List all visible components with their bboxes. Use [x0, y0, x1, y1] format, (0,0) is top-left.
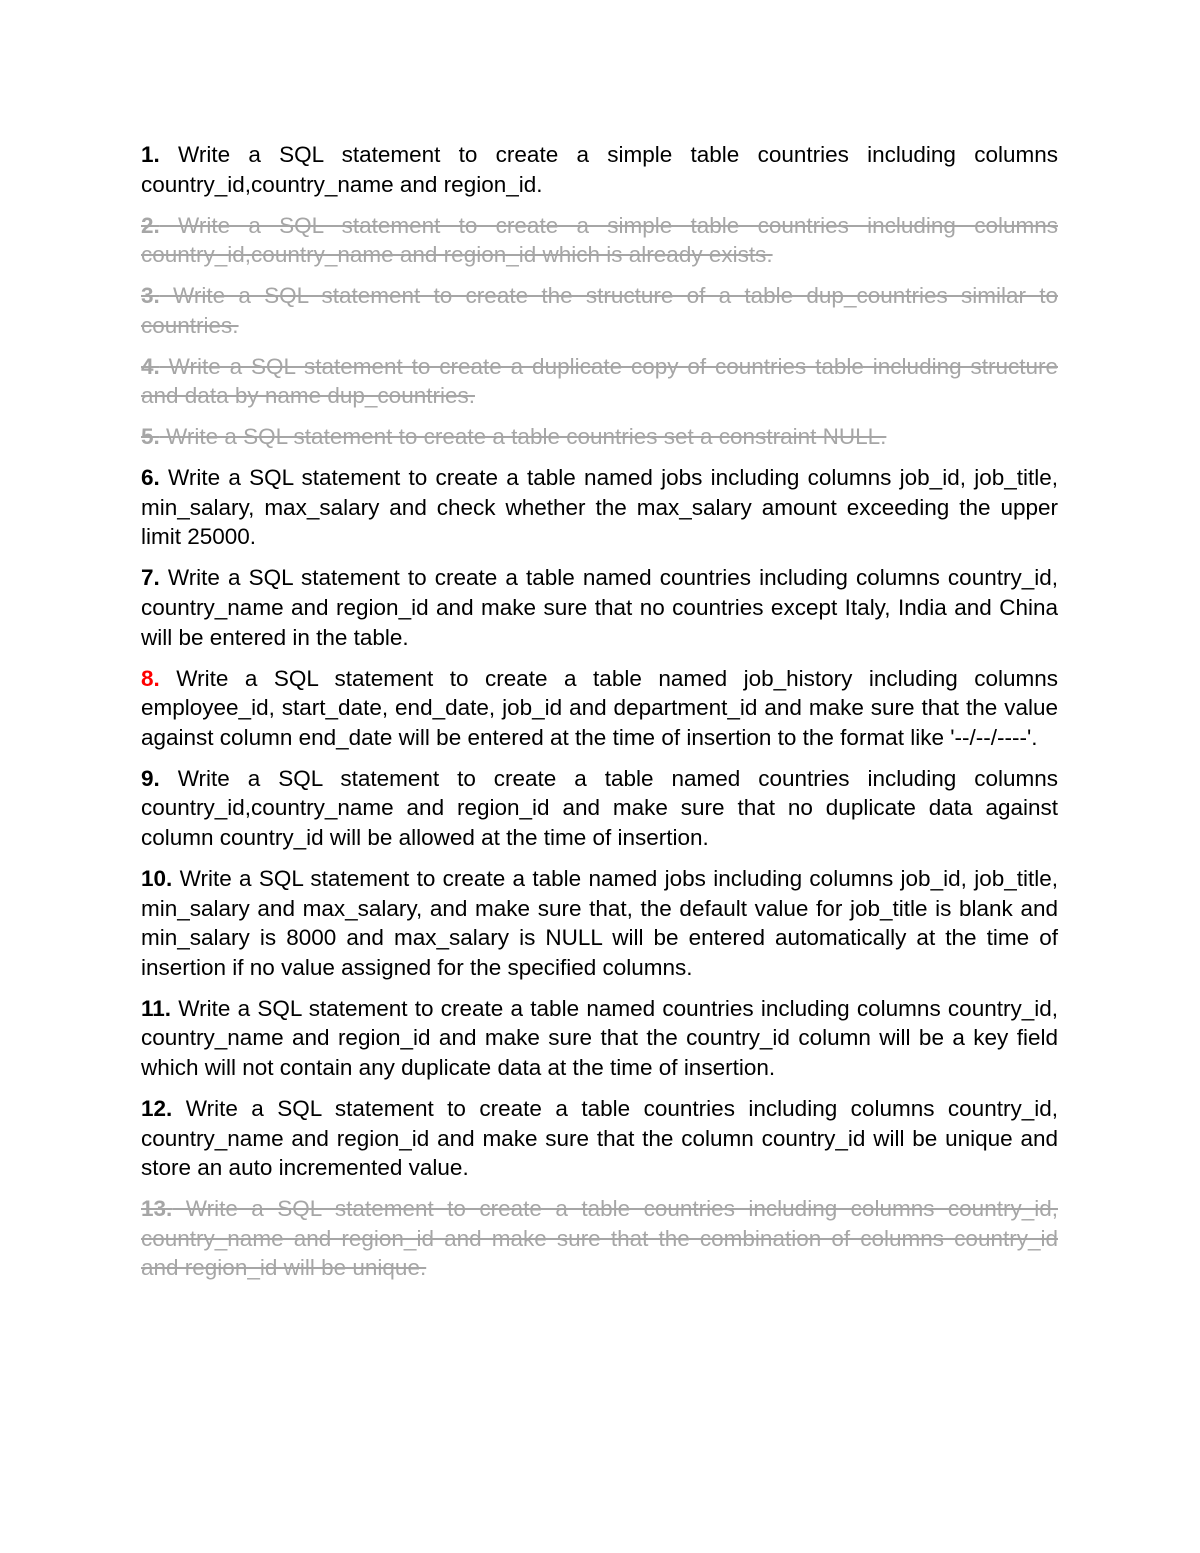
- question-text: Write a SQL statement to create a simple table countries including columns country_id,country_name and region_id which is already exists.: [141, 212, 1058, 268]
- question-text: Write a SQL statement to create a table named jobs including columns job_id, job_title, min_salary and max_salary, and make sure that, the default value for job_title is blank and min_salary is 8000 and max_salary is NULL will be entered automatically at the time of insertion if no value assigned for the specified columns.: [141, 865, 1058, 980]
- question-text: Write a SQL statement to create a duplicate copy of countries table including structure and data by name dup_countries.: [141, 353, 1058, 409]
- question-text: Write a SQL statement to create a table countries set a constraint NULL.: [159, 424, 887, 450]
- question-number: 4.: [141, 353, 160, 379]
- question-number: 6.: [141, 465, 160, 491]
- question-number: 7.: [141, 565, 160, 591]
- question-number: 9.: [141, 765, 160, 791]
- question-11: [141, 994, 1058, 1083]
- question-number: 5.: [141, 424, 160, 450]
- question-text: Write a SQL statement to create a table named jobs including columns job_id, job_title, min_salary, max_salary and check whether the max_salary amount exceeding the upper limit 25000.: [141, 465, 1058, 550]
- question-10: [141, 864, 1058, 982]
- question-5: [141, 422, 1058, 452]
- question-1: [141, 140, 1058, 199]
- question-8: [141, 664, 1058, 753]
- question-6: [141, 463, 1058, 552]
- question-13: [141, 1194, 1058, 1283]
- question-text: Write a SQL statement to create a table named countries including columns country_id,country_name and region_id and make sure that no duplicate data against column country_id will be allowed at the time of insertion.: [141, 765, 1058, 850]
- question-number: 1.: [141, 142, 160, 167]
- question-list: [141, 140, 1058, 1294]
- question-2: [141, 211, 1058, 270]
- question-text: Write a SQL statement to create a simple table countries including columns country_id,country_name and region_id.: [141, 142, 1058, 197]
- question-12: [141, 1094, 1058, 1183]
- question-4: [141, 352, 1058, 411]
- question-text: Write a SQL statement to create the structure of a table dup_countries similar to countries.: [141, 283, 1058, 338]
- question-text: Write a SQL statement to create a table named countries including columns country_id, country_name and region_id and make sure that no countries except Italy, India and China will be entered in the table.: [141, 565, 1058, 650]
- question-7: [141, 563, 1058, 652]
- question-number: 2.: [141, 212, 160, 238]
- question-number: 11.: [141, 995, 172, 1021]
- question-number: 3.: [141, 283, 160, 309]
- question-text: Write a SQL statement to create a table named countries including columns country_id, country_name and region_id and make sure that the country_id column will be a key field which will not contain any duplicate data at the time of insertion.: [141, 995, 1058, 1080]
- question-9: [141, 764, 1058, 853]
- question-text: Write a SQL statement to create a table countries including columns country_id, country_name and region_id and make sure that the combination of columns country_id and region_id will be unique.: [141, 1196, 1058, 1281]
- question-number: 12.: [141, 1095, 173, 1121]
- question-text: Write a SQL statement to create a table named job_history including columns employee_id, start_date, end_date, job_id and department_id and make sure that the value against column end_date will be entered at the time of insertion to the format like '--/--/----'.: [141, 665, 1058, 750]
- question-3: [141, 281, 1058, 340]
- question-number: 13.: [141, 1196, 173, 1222]
- question-number: 8.: [141, 665, 160, 691]
- question-number: 10.: [141, 865, 173, 891]
- question-text: Write a SQL statement to create a table countries including columns country_id, country_name and region_id and make sure that the column country_id will be unique and store an auto incremented value.: [141, 1095, 1058, 1181]
